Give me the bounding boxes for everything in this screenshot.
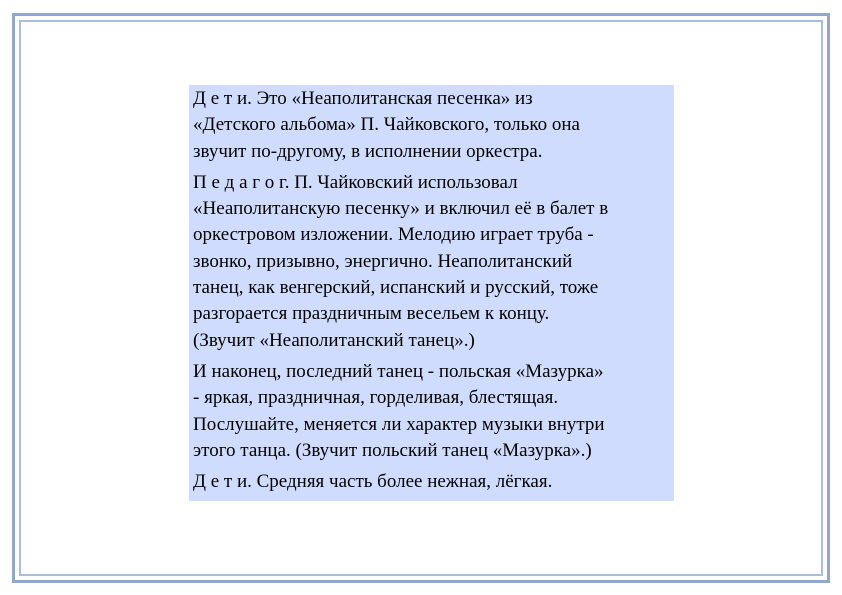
paragraph-mazurka: [193, 359, 670, 464]
paragraph-text: П. Чайковский использовал «Неаполитанскую песенку» и включил её в балет в оркестровом изложении. Мелодию играет труба - звонко, призывно, энергично. Неаполитанский танец, как венгерский, испанский и русский, тоже разгорается праздничным весельем к концу. (Звучит «Неаполитанский танец».): [193, 171, 609, 351]
paragraph-text: И наконец, последний танец - польская «Мазурка» - яркая, праздничная, горделивая, блестящая. Послушайте, меняется ли характер музыки внутри этого танца. (Звучит польский танец «Мазурка».): [193, 360, 605, 461]
paragraph-text: Средняя часть более нежная, лёгкая.: [256, 471, 553, 493]
speaker-label: Д е т и.: [193, 88, 252, 109]
paragraph-children-1: [193, 86, 670, 165]
paragraph-children-2: [193, 469, 670, 495]
paragraph-text: Это «Неаполитанская песенка» из «Детского альбома» П. Чайковского, только она звучит по-другому, в исполнении оркестра.: [193, 88, 580, 162]
dialogue-text-box: [189, 85, 674, 501]
paragraph-teacher: [193, 170, 670, 354]
speaker-label: Д е т и.: [193, 471, 252, 493]
speaker-label: П е д а г о г.: [193, 171, 290, 193]
